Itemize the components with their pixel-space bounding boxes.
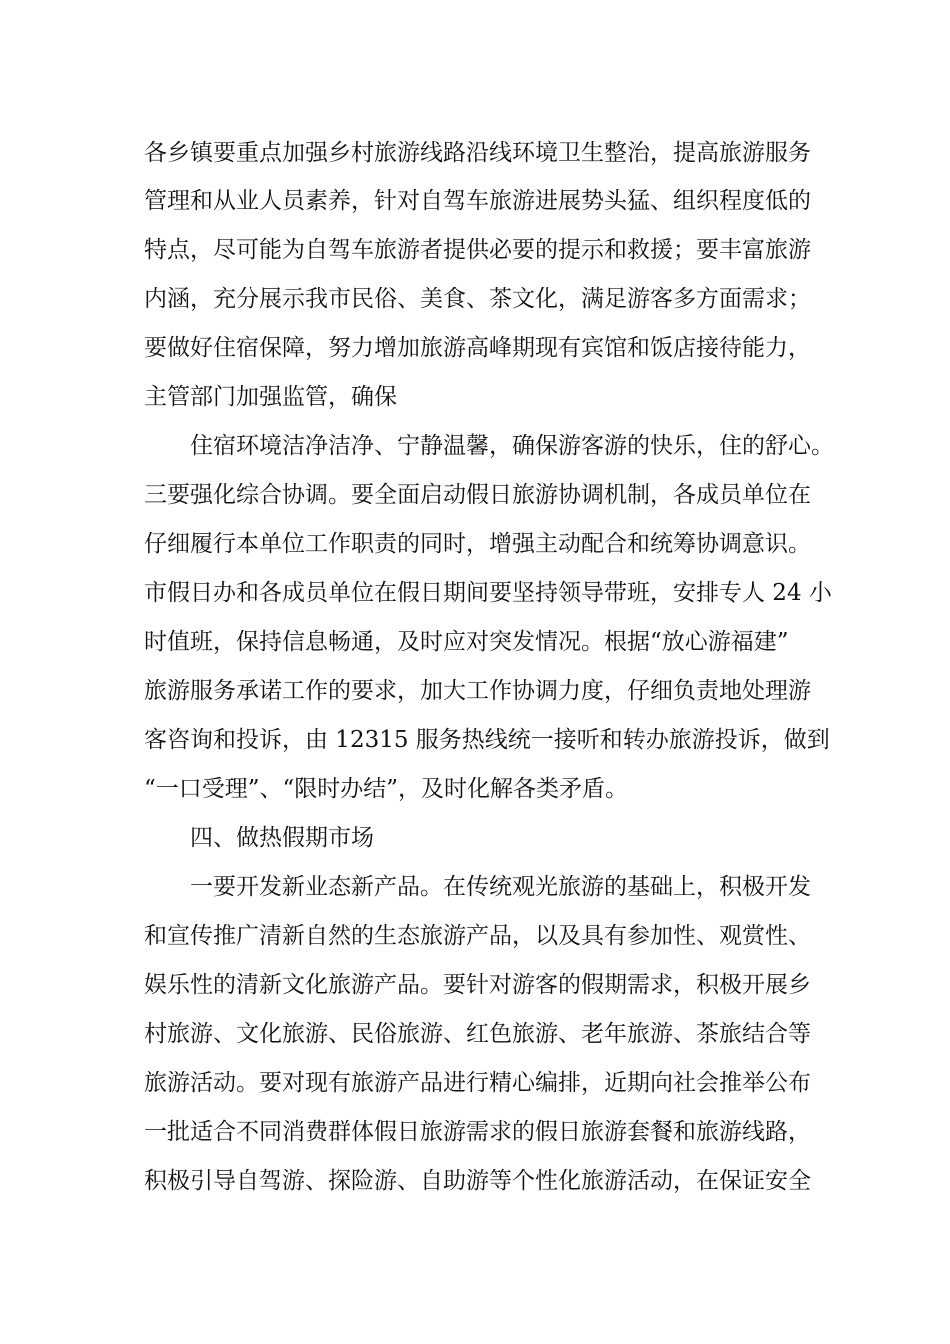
- text-line: 客咨询和投诉，由 12315 服务热线统一接听和转办旅游投诉，做到: [144, 727, 830, 753]
- text-line: 娱乐性的清新文化旅游产品。要针对游客的假期需求，积极开展乡: [144, 972, 811, 998]
- text-line: 三要强化综合协调。要全面启动假日旅游协调机制，各成员单位在: [144, 482, 811, 508]
- text-line: 村旅游、文化旅游、民俗旅游、红色旅游、老年旅游、茶旅结合等: [144, 1021, 811, 1047]
- text-line: “一口受理”、“限时办结”，及时化解各类矛盾。: [144, 776, 629, 802]
- text-line: 积极引导自驾游、探险游、自助游等个性化旅游活动，在保证安全: [144, 1168, 811, 1194]
- text-line: 内涵，充分展示我市民俗、美食、茶文化，满足游客多方面需求；: [144, 286, 811, 312]
- text-line: 要做好住宿保障，努力增加旅游高峰期现有宾馆和饭店接待能力，: [144, 335, 811, 361]
- text-line: 管理和从业人员素养，针对自驾车旅游进展势头猛、组织程度低的: [144, 188, 811, 214]
- text-line: 和宣传推广清新自然的生态旅游产品，以及具有参加性、观赏性、: [144, 923, 811, 949]
- text-line: 各乡镇要重点加强乡村旅游线路沿线环境卫生整治，提高旅游服务: [144, 140, 811, 166]
- text-line: 一要开发新业态新产品。在传统观光旅游的基础上，积极开发: [190, 874, 811, 900]
- text-line: 主管部门加强监管，确保: [144, 384, 397, 410]
- text-line: 一批适合不同消费群体假日旅游需求的假日旅游套餐和旅游线路，: [144, 1119, 811, 1145]
- section-heading: 四、做热假期市场: [190, 825, 374, 851]
- text-line: 旅游服务承诺工作的要求，加大工作协调力度，仔细负责地处理游: [144, 678, 811, 704]
- text-line: 仔细履行本单位工作职责的同时，增强主动配合和统筹协调意识。: [144, 531, 811, 557]
- text-line: 时值班，保持信息畅通，及时应对突发情况。根据“放心游福建”: [144, 629, 789, 655]
- text-line: 特点，尽可能为自驾车旅游者提供必要的提示和救援；要丰富旅游: [144, 237, 811, 263]
- text-line: 住宿环境洁净洁净、宁静温馨，确保游客游的快乐，住的舒心。: [190, 433, 834, 459]
- text-line: 旅游活动。要对现有旅游产品进行精心编排，近期向社会推举公布: [144, 1070, 811, 1096]
- text-line: 市假日办和各成员单位在假日期间要坚持领导带班，安排专人 24 小: [144, 580, 832, 606]
